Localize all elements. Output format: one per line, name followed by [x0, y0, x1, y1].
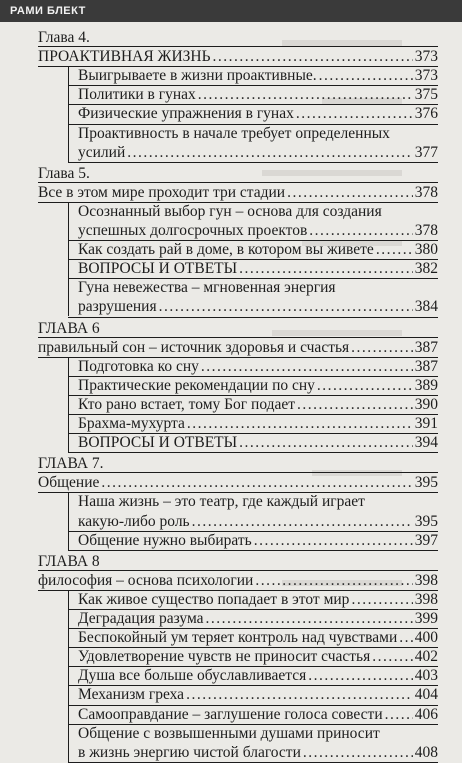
chapter-heading: Глава 4.	[38, 29, 90, 46]
rule-line-vertical	[68, 202, 69, 317]
toc-entry-text: Брахма-мухурта	[78, 415, 185, 432]
leader-dots	[317, 376, 413, 395]
table-of-contents	[0, 22, 462, 761]
toc-entry	[78, 590, 438, 609]
page-number: 406	[414, 705, 438, 723]
toc-entry	[78, 414, 438, 433]
toc-entry-text: ВОПРОСЫ И ОТВЕТЫ	[78, 260, 238, 278]
toc-entry-text: успешных долгосрочных проектов	[78, 222, 308, 239]
page-number: 373	[414, 48, 438, 66]
toc-entry-text: Общение с возвышенными душами приносит	[78, 724, 380, 742]
toc-entry-text: Деградация разума	[78, 610, 204, 627]
page-number: 387	[414, 338, 438, 356]
toc-entry-text: какую-либо роль	[78, 512, 190, 530]
toc-entry	[78, 666, 438, 685]
page-number: 404	[414, 686, 438, 704]
toc-entry	[78, 647, 438, 666]
toc-entry-text: Как создать рай в доме, в котором вы живете	[78, 241, 374, 259]
leader-dots	[385, 705, 413, 724]
toc-entry	[78, 512, 438, 531]
page-number: 377	[414, 143, 438, 161]
page-number: 402	[414, 648, 438, 666]
header-title: РАМИ БЛЕКТ	[10, 5, 86, 17]
toc-entry-text: Политики в гунах	[78, 86, 196, 104]
toc-entry	[78, 357, 438, 376]
rule-line	[68, 162, 438, 163]
leader-dots	[239, 259, 413, 278]
leader-dots	[101, 473, 412, 492]
leader-dots	[309, 221, 412, 240]
page-number: 382	[414, 260, 438, 278]
toc-entry-text: Физические упражнения в гунах	[78, 105, 294, 123]
toc-entry-text: Как живое существо попадает в этот мир	[78, 590, 350, 608]
toc-entry-text: усилий	[78, 143, 126, 161]
leader-dots	[297, 395, 413, 414]
running-header	[0, 0, 462, 22]
leader-dots	[239, 433, 413, 452]
chapter-title-row	[38, 571, 438, 590]
chapter-title: Все в этом мире проходит три стадии	[38, 183, 286, 201]
toc-entry-text: Механизм греха	[78, 686, 185, 704]
toc-entry	[78, 104, 438, 123]
toc-entry	[78, 221, 438, 240]
leader-dots	[319, 66, 413, 85]
toc-entry-text: Кто рано встает, тому Бог подает	[78, 395, 296, 413]
toc-entry	[78, 609, 438, 628]
rule-line	[68, 317, 438, 318]
page-number: 387	[414, 357, 438, 375]
toc-entry-text: Наша жизнь – это театр, где каждый играет	[78, 493, 365, 511]
leader-dots	[213, 47, 413, 66]
page-number: 384	[414, 298, 438, 316]
leader-dots	[186, 685, 413, 704]
page-number: 373	[414, 67, 438, 85]
toc-entry-text: Душа все больше обуславливается	[78, 667, 307, 685]
page-number: 398	[414, 571, 438, 589]
chapter-heading: ГЛАВА 6	[38, 319, 100, 337]
leader-dots	[296, 104, 413, 123]
toc-entry-text: Самооправдание – заглушение голоса совести	[78, 705, 383, 723]
toc-entry	[78, 705, 438, 724]
toc-entry	[78, 628, 438, 647]
page-number: 400	[414, 629, 438, 647]
leader-dots	[198, 85, 413, 104]
toc-entry-text: в жизнь энергию чистой благости	[78, 743, 301, 761]
toc-entry	[78, 376, 438, 395]
toc-entry-text: разрушения	[78, 298, 157, 316]
leader-dots	[206, 609, 413, 628]
toc-entry-text: ВОПРОСЫ И ОТВЕТЫ	[78, 434, 238, 452]
leader-dots	[192, 512, 413, 531]
leader-dots	[351, 338, 413, 357]
chapter-title: Общение	[38, 474, 100, 492]
toc-entry	[78, 240, 438, 259]
chapter-title-row	[38, 47, 438, 66]
toc-entry	[78, 259, 438, 278]
leader-dots	[308, 666, 412, 685]
toc-entry	[78, 433, 438, 452]
rule-line-vertical	[68, 492, 69, 549]
toc-entry	[78, 66, 438, 85]
rule-line	[68, 452, 438, 453]
rule-line-vertical	[68, 357, 69, 453]
page-number: 378	[414, 222, 438, 239]
toc-entry-text: Удовлетворение чувств не приносит счастья	[78, 648, 371, 666]
rule-line-vertical	[68, 590, 69, 762]
leader-dots	[303, 743, 413, 762]
toc-entry-text: Беспокойный ум теряет контроль над чувствами	[78, 629, 398, 647]
toc-entry-text: Практические рекомендации по сну	[78, 376, 315, 394]
page-number: 380	[414, 241, 438, 259]
toc-entry-text: Подготовка ко сну	[78, 357, 199, 375]
leader-dots	[254, 531, 413, 550]
chapter-title-row	[38, 338, 438, 357]
leader-dots	[159, 297, 413, 316]
chapter-title: правильный сон – источник здоровья и счастья	[38, 338, 350, 356]
page-number: 397	[414, 531, 438, 549]
toc-entry	[78, 395, 438, 414]
page-number: 376	[414, 105, 438, 123]
leader-dots	[399, 628, 413, 647]
toc-entry	[78, 531, 438, 550]
leader-dots	[127, 143, 413, 162]
page-number: 394	[414, 434, 438, 452]
leader-dots	[255, 571, 412, 590]
chapter-title-row	[38, 183, 438, 202]
chapter-heading: ГЛАВА 8	[38, 552, 100, 570]
chapter-heading: Глава 5.	[38, 164, 90, 182]
toc-entry	[78, 85, 438, 104]
page-number: 389	[414, 376, 438, 394]
page-number: 395	[414, 474, 438, 492]
leader-dots	[187, 414, 413, 433]
page-number: 399	[414, 610, 438, 627]
chapter-heading: ГЛАВА 7.	[38, 455, 104, 473]
page-number: 398	[414, 590, 438, 608]
toc-entry-text: Осознанный выбор гун – основа для создания	[78, 202, 382, 220]
chapter-title: ПРОАКТИВНАЯ ЖИЗНЬ	[38, 48, 211, 66]
toc-entry	[78, 143, 438, 162]
toc-entry-text: Гуна невежества – мгновенная энергия	[78, 279, 336, 297]
leader-dots	[201, 357, 413, 376]
page-number: 375	[414, 86, 438, 104]
rule-line-vertical	[68, 66, 69, 162]
toc-entry-text: Проактивность в начале требует определенных	[78, 124, 390, 142]
rule-line	[68, 550, 438, 551]
leader-dots	[351, 590, 412, 609]
chapter-title-row	[38, 473, 438, 492]
page-number: 395	[414, 512, 438, 530]
page-number: 403	[414, 667, 438, 685]
toc-entry	[78, 743, 438, 762]
leader-dots	[376, 240, 413, 259]
toc-entry-text: Общение нужно выбирать	[78, 531, 252, 549]
leader-dots	[287, 183, 413, 202]
page-number: 390	[414, 395, 438, 413]
toc-entry-text: Выигрываете в жизни проактивные.	[78, 67, 317, 85]
toc-entry	[78, 297, 438, 316]
toc-entry	[78, 685, 438, 704]
chapter-title: философия – основа психологии	[38, 571, 254, 589]
page-number: 378	[414, 183, 438, 201]
page-number: 408	[414, 743, 438, 761]
page-number: 391	[414, 415, 438, 432]
leader-dots	[372, 647, 413, 666]
